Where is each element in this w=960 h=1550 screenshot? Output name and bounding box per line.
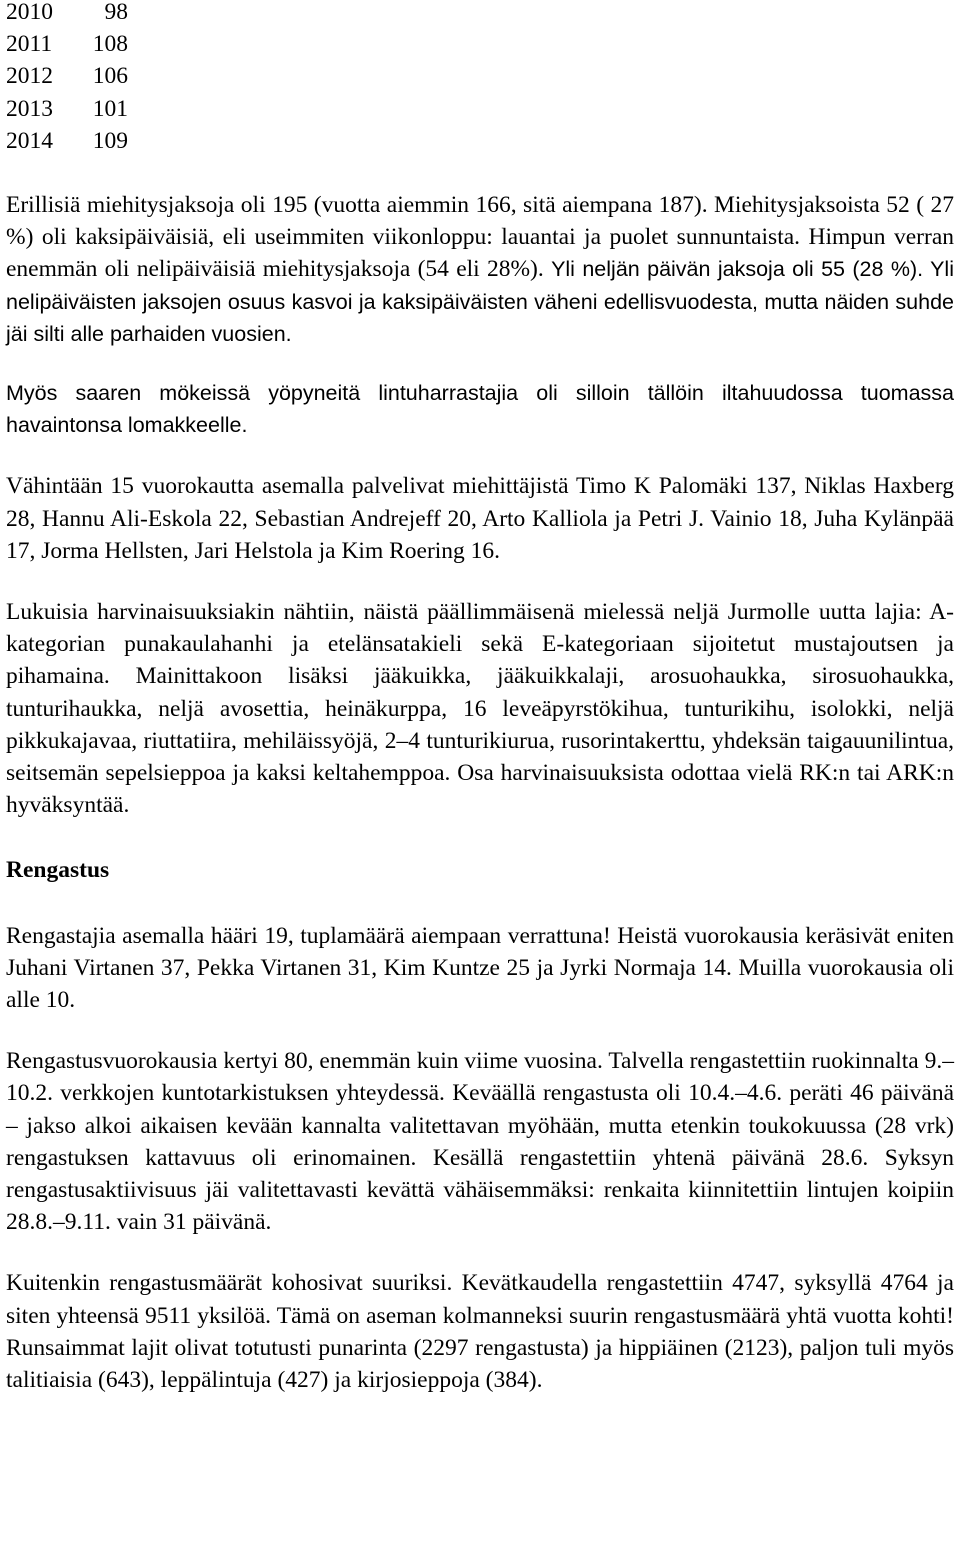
paragraph-text-sans: Yli nelipäiväisten jaksojen osuus kasvoi ja kaksipäiväisten väheni edellisvuodesta, mutta näiden suhde jäi silti alle parhaiden vuosien. — [6, 257, 954, 346]
document-page — [6, 0, 954, 1396]
paragraph-text-sans: Yli neljän päivän jaksoja oli 55 (28 %). — [551, 257, 924, 282]
paragraph-text: Erillisiä miehitysjaksoja oli 195 (vuotta aiemmin 166, sitä aiempana 187). Miehitysjaksoista 52 ( 27 %) oli kaksipäiväisiä, eli useimmiten viikonloppu: lauantai ja puolet sunnuntaista. Himpun verran enemmän oli nelipäiväisiä miehitysjaksoja (54 eli 28%). — [6, 191, 954, 283]
year-row-2014 — [6, 125, 954, 157]
paragraph-mokit: Myös saaren mökeissä yöpyneitä lintuharrastajia oli silloin tällöin iltahuudossa tuomassa havaintonsa lomakkeelle. — [6, 380, 954, 438]
section-heading-rengastus: Rengastus — [6, 857, 110, 884]
year-row-2010 — [6, 0, 954, 28]
year-cell: 2013 — [6, 95, 53, 122]
count-cell: 98 — [104, 0, 128, 25]
year-row-2013 — [6, 93, 954, 125]
year-cell: 2011 — [6, 31, 53, 58]
count-cell: 106 — [92, 63, 128, 90]
paragraph-rengastajat: Rengastajia asemalla hääri 19, tuplamäärä aiempaan verrattuna! Heistä vuorokausia keräsivät eniten Juhani Virtanen 37, Pekka Virtanen 31, Kim Kuntze 25 ja Jyrki Normaja 14. Muilla vuorokausia oli alle 10. — [6, 922, 954, 1013]
paragraph-rengastusmaarat: Kuitenkin rengastusmäärät kohosivat suuriksi. Kevätkaudella rengastettiin 4747, syksyllä 4764 ja siten yhteensä 9511 yksilöä. Tämä on aseman kolmanneksi suurin rengastusmäärä yhtä vuotta kohti! Runsaimmat lajit olivat totutusti punarinta (2297 rengastusta) ja hippiäinen (2123), paljon tuli myös talitiaisia (643), leppälintuja (427) ja kirjosieppoja (384). — [6, 1270, 954, 1394]
year-count-table — [6, 0, 954, 157]
paragraph-miehittajat: Vähintään 15 vuorokautta asemalla palvelivat miehittäjistä Timo K Palomäki 137, Niklas Haxberg 28, Hannu Ali-Eskola 22, Sebastian Andrejeff 20, Arto Kalliola ja Petri J. Vainio 18, Juha Kylänpää 17, Jorma Hellsten, Jari Helstola ja Kim Roering 16. — [6, 473, 954, 564]
paragraph-rengastusvuorokaudet: Rengastusvuorokausia kertyi 80, enemmän kuin viime vuosina. Talvella rengastettiin ruokinnalta 9.–10.2. verkkojen kuntotarkistuksen yhteydessä. Keväällä rengastusta oli 10.4.–4.6. peräti 46 päivänä – jakso alkoi aikaisen kevään kannalta valitettavan myöhään, mutta etenkin toukokuussa (28 vrk) rengastuksen kattavuus oli erinomainen. Kesällä rengastettiin yhtenä päivänä 28.6. Syksyn rengastusaktiivisuus jäi valitettavasti kevättä vähäisemmäksi: renkaita kiinnitettiin lintujen koipiin 28.8.–9.11. vain 31 päivänä. — [6, 1048, 954, 1236]
count-cell: 101 — [92, 95, 128, 122]
paragraph-miehitysjaksot — [6, 189, 954, 350]
year-row-2012 — [6, 60, 954, 92]
year-cell: 2014 — [6, 127, 53, 154]
year-row-2011 — [6, 28, 954, 60]
year-cell: 2012 — [6, 63, 53, 90]
paragraph-harvinaisuudet: Lukuisia harvinaisuuksiakin nähtiin, näistä päällimmäisenä mielessä neljä Jurmolle uutta lajia: A-kategorian punakaulahanhi ja etelänsatakieli sekä E-kategoriaan sijoitetut mustajoutsen ja pihamaina. Mainittakoon lisäksi jääkuikka, jääkuikkalaji, arosuohaukka, sirosuohaukka, tunturihaukka, neljä avosettia, heinäkurppa, 16 leveäpyrstökihua, tunturikihu, isolokki, neljä pikkukajavaa, riuttatiira, mehiläissyöjä, 2–4 tunturikiurua, rusorintakerttu, yhdeksän taigauunilintua, seitsemän sepelsieppoa ja kaksi keltahemppoa. Osa harvinaisuuksista odottaa vielä RK:n tai ARK:n hyväksyntää. — [6, 598, 954, 819]
count-cell: 109 — [92, 127, 128, 154]
year-cell: 2010 — [6, 0, 53, 25]
count-cell: 108 — [92, 31, 128, 58]
